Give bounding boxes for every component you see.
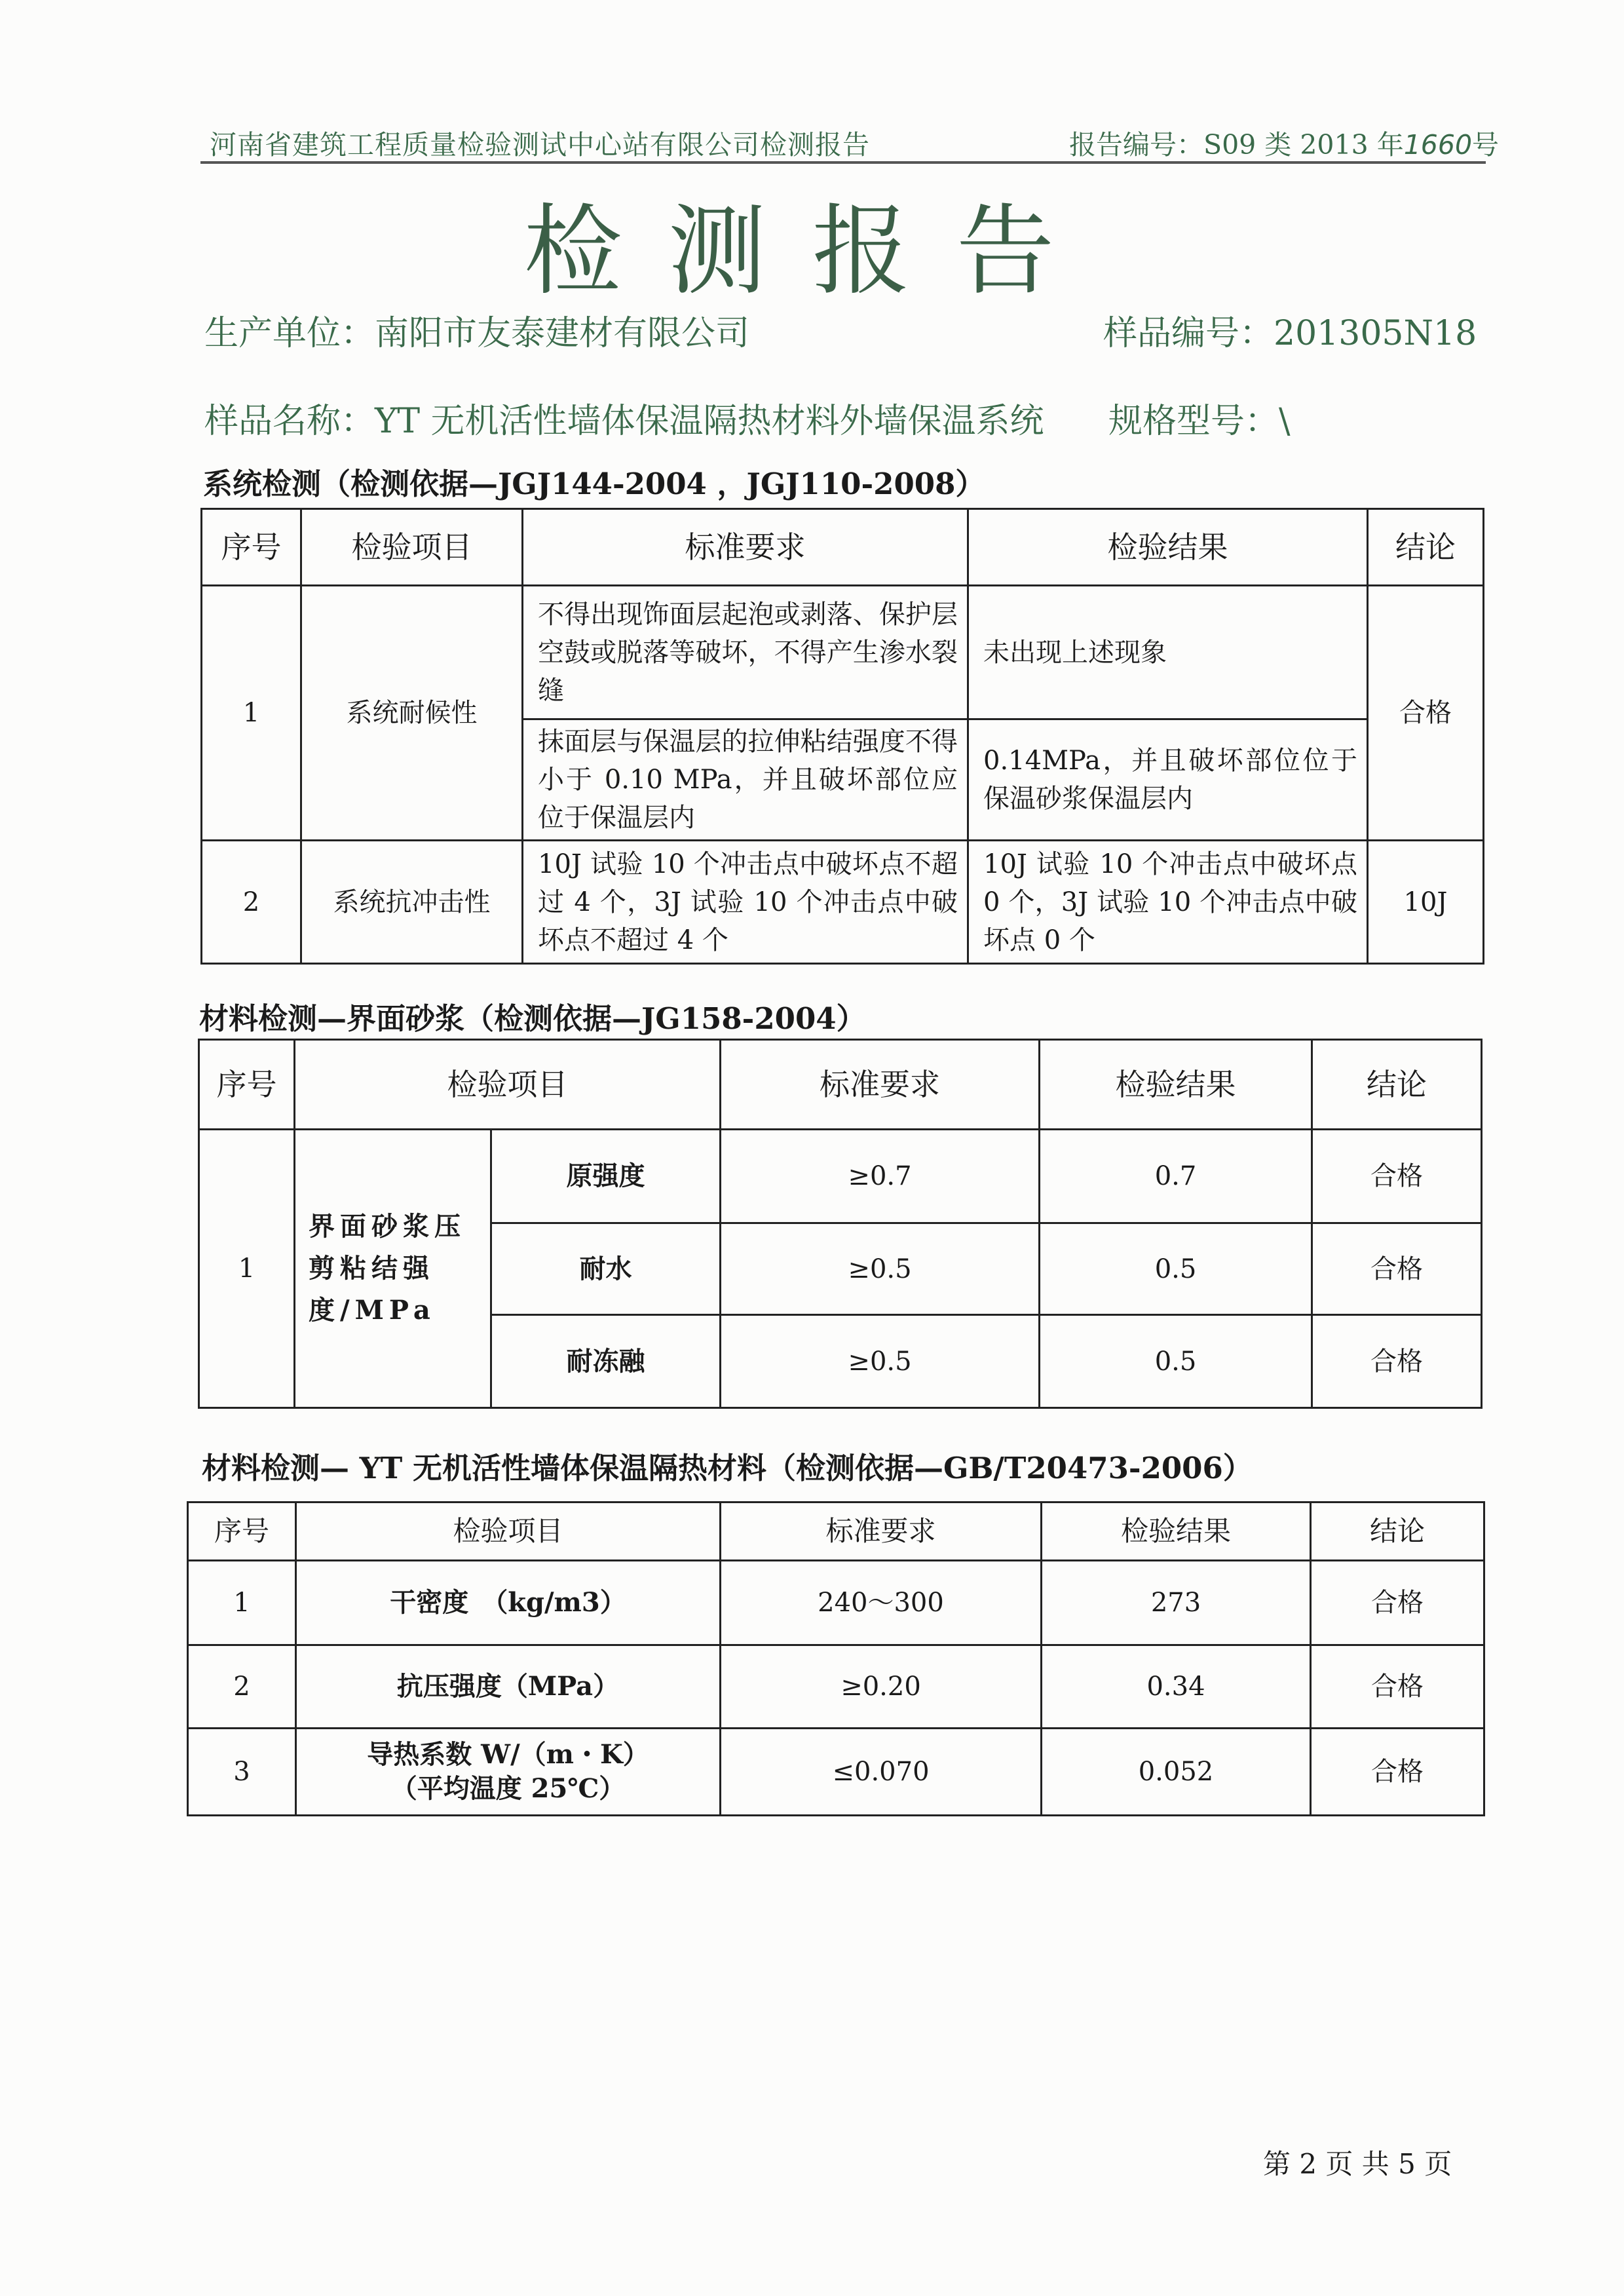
result-cell: 0.34 — [1042, 1645, 1311, 1729]
interface-mortar-table — [198, 1039, 1482, 1409]
col-header-requirement: 标准要求 — [721, 1502, 1042, 1561]
row-item: 抗压强度（MPa） — [296, 1645, 721, 1729]
col-header-no: 序号 — [202, 509, 301, 586]
row-no: 1 — [202, 586, 301, 841]
requirement-cell: ≥0.5 — [721, 1315, 1040, 1408]
requirement-cell: 不得出现饰面层起泡或剥落、保护层空鼓或脱落等破坏，不得产生渗水裂缝 — [523, 586, 968, 719]
result-cell: 0.5 — [1040, 1315, 1312, 1408]
col-header-conclusion: 结论 — [1311, 1502, 1484, 1561]
page-number: 第 2 页 共 5 页 — [1263, 2148, 1452, 2180]
requirement-cell: 抹面层与保温层的拉伸粘结强度不得小于 0.10 MPa，并且破坏部位应位于保温层内 — [523, 719, 968, 841]
col-header-result: 检验结果 — [1040, 1040, 1312, 1130]
section-title-system-test: 系统检测（检测依据—JGJ144-2004 ，JGJ110-2008） — [203, 467, 985, 501]
result-cell: 0.052 — [1042, 1729, 1311, 1816]
col-header-conclusion: 结论 — [1312, 1040, 1482, 1130]
conclusion-cell: 合格 — [1312, 1130, 1482, 1223]
requirement-cell: ≥0.7 — [721, 1130, 1040, 1223]
row-item: 干密度 （kg/m3） — [296, 1561, 721, 1645]
insulation-material-table — [187, 1501, 1485, 1816]
report-number-suffix: 号 — [1472, 129, 1500, 161]
row-item: 系统耐候性 — [301, 586, 523, 841]
sample-number-field: 样品编号：201305N18 — [1103, 314, 1477, 353]
conclusion-cell: 合格 — [1368, 586, 1484, 841]
requirement-cell: ≥0.20 — [721, 1645, 1042, 1729]
page-title: 检测报告 — [523, 195, 1101, 309]
section-title-interface-mortar: 材料检测—界面砂浆（检测依据—JG158-2004） — [199, 1001, 866, 1036]
result-cell: 未出现上述现象 — [968, 586, 1368, 719]
col-header-no: 序号 — [188, 1502, 296, 1561]
spec-model-field: 规格型号：\ — [1108, 402, 1291, 441]
row-item: 系统抗冲击性 — [301, 841, 523, 964]
result-cell: 0.5 — [1040, 1223, 1312, 1315]
sub-item-cell: 原强度 — [491, 1130, 721, 1223]
conclusion-cell: 合格 — [1312, 1315, 1482, 1408]
result-cell: 10J 试验 10 个冲击点中破坏点 0 个，3J 试验 10 个冲击点中破坏点 0 个 — [968, 841, 1368, 964]
result-cell: 0.14MPa，并且破坏部位位于保温砂浆保温层内 — [968, 719, 1368, 841]
row-no: 1 — [199, 1130, 295, 1408]
col-header-requirement: 标准要求 — [721, 1040, 1040, 1130]
result-cell: 273 — [1042, 1561, 1311, 1645]
report-number — [1069, 123, 1499, 162]
row-item-line1: 导热系数 W/（m・K） — [367, 1739, 649, 1770]
conclusion-cell: 合格 — [1312, 1223, 1482, 1315]
system-test-table — [200, 508, 1484, 965]
section-title-insulation-material: 材料检测— YT 无机活性墙体保温隔热材料（检测依据—GB/T20473-2006） — [202, 1451, 1253, 1485]
requirement-cell: 240～300 — [721, 1561, 1042, 1645]
col-header-requirement: 标准要求 — [523, 509, 968, 586]
conclusion-cell: 10J — [1368, 841, 1484, 964]
producer-field: 生产单位：南阳市友泰建材有限公司 — [204, 314, 750, 353]
conclusion-cell: 合格 — [1311, 1729, 1484, 1816]
sample-name-field: 样品名称：YT 无机活性墙体保温隔热材料外墙保温系统 — [204, 402, 1044, 441]
report-number-prefix: 报告编号：S09 类 2013 年 — [1069, 129, 1404, 161]
sub-item-cell: 耐水 — [491, 1223, 721, 1315]
report-header-org: 河南省建筑工程质量检验测试中心站有限公司检测报告 — [210, 129, 870, 161]
conclusion-cell: 合格 — [1311, 1645, 1484, 1729]
col-header-item: 检验项目 — [296, 1502, 721, 1561]
conclusion-cell: 合格 — [1311, 1561, 1484, 1645]
requirement-cell: ≥0.5 — [721, 1223, 1040, 1315]
col-header-result: 检验结果 — [1042, 1502, 1311, 1561]
row-item-line2: （平均温度 25℃） — [390, 1773, 626, 1804]
col-header-conclusion: 结论 — [1368, 509, 1484, 586]
result-cell: 0.7 — [1040, 1130, 1312, 1223]
col-header-no: 序号 — [199, 1040, 295, 1130]
sub-item-cell: 耐冻融 — [491, 1315, 721, 1408]
requirement-cell: ≤0.070 — [721, 1729, 1042, 1816]
col-header-result: 检验结果 — [968, 509, 1368, 586]
report-number-handwritten: 1660 — [1403, 129, 1473, 161]
col-header-item: 检验项目 — [301, 509, 523, 586]
row-no: 2 — [202, 841, 301, 964]
row-item: 界面砂浆压剪粘结强度/MPa — [295, 1130, 491, 1408]
header-divider — [200, 161, 1486, 164]
row-no: 3 — [188, 1729, 296, 1816]
row-item — [296, 1729, 721, 1816]
row-no: 1 — [188, 1561, 296, 1645]
requirement-cell: 10J 试验 10 个冲击点中破坏点不超过 4 个，3J 试验 10 个冲击点中破坏点不超过 4 个 — [523, 841, 968, 964]
row-no: 2 — [188, 1645, 296, 1729]
col-header-item: 检验项目 — [295, 1040, 721, 1130]
